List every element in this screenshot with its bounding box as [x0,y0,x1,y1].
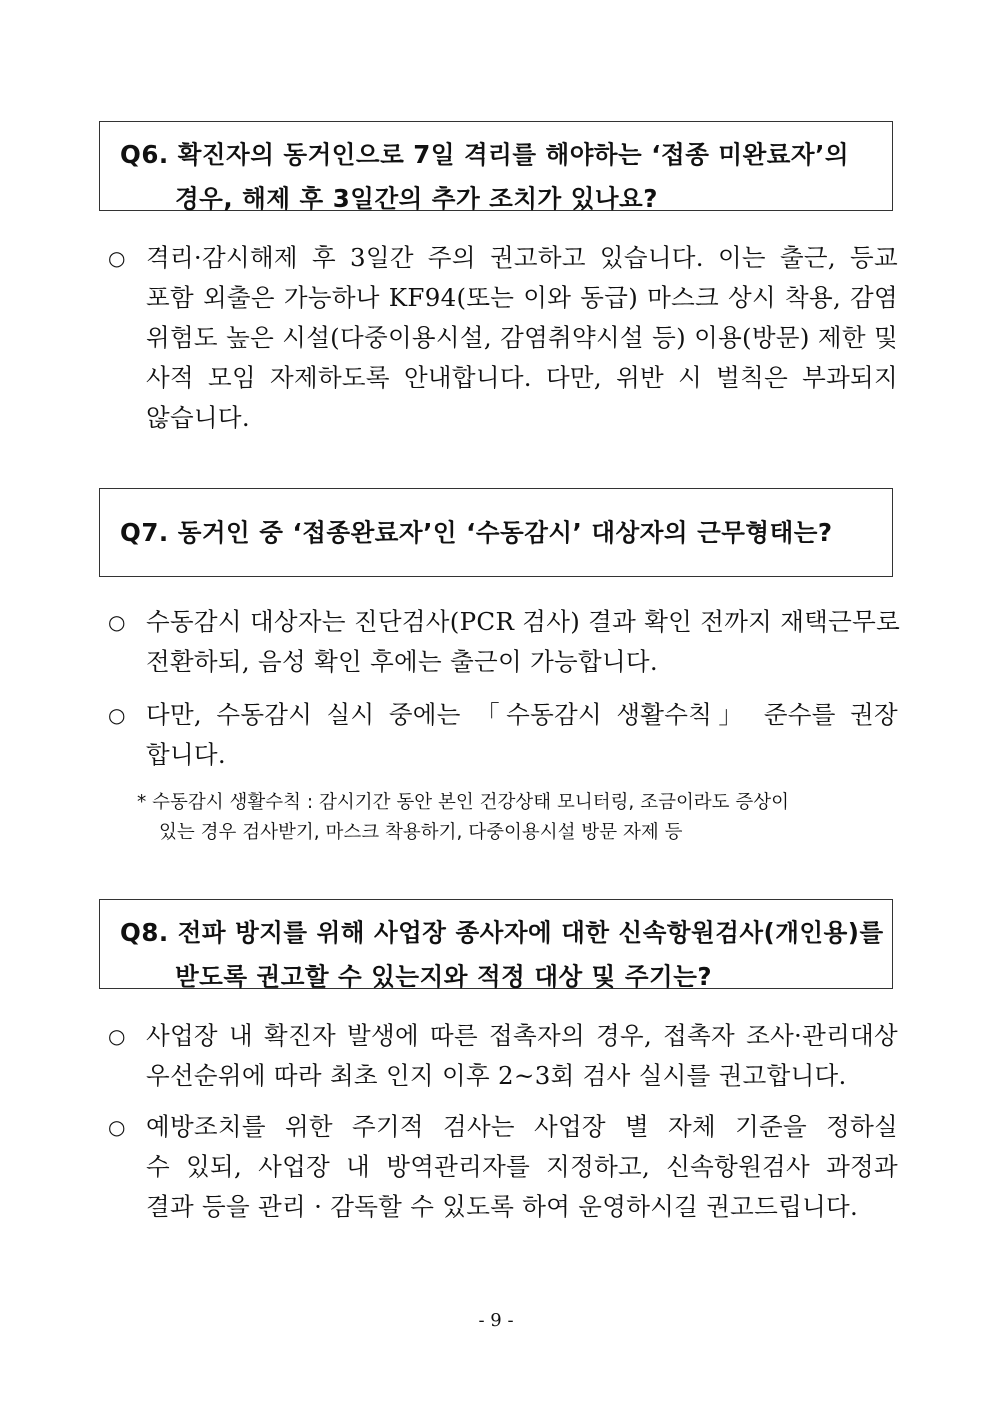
question-box-q8 [99,899,893,989]
bullet-circle-icon: ○ [108,703,126,727]
answer-line: 위험도 높은 시설(다중이용시설, 감염취약시설 등) 이용(방문) 제한 및 [146,323,898,352]
question-box-q7 [99,488,893,577]
question-q8-line1: Q8. 전파 방지를 위해 사업장 종사자에 대한 신속항원검사(개인용)를 [120,918,884,947]
answer-line: 수 있되, 사업장 내 방역관리자를 지정하고, 신속항원검사 과정과 [146,1152,898,1181]
answer-q6 [108,238,898,438]
answer-q7-1 [108,602,901,682]
answer-q7-2 [108,695,898,775]
answer-line: 사적 모임 자제하도록 안내합니다. 다만, 위반 시 벌칙은 부과되지 [146,363,898,392]
answer-line: 합니다. [146,740,226,769]
question-q6-line1: Q6. 확진자의 동거인으로 7일 격리를 해야하는 ‘접종 미완료자’의 [120,140,850,169]
answer-line: 예방조치를 위한 주기적 검사는 사업장 별 자체 기준을 정하실 [146,1112,898,1141]
answer-line: 전환하되, 음성 확인 후에는 출근이 가능합니다. [146,647,658,676]
answer-line: 않습니다. [146,403,250,432]
bullet-circle-icon: ○ [108,1024,126,1048]
bullet-circle-icon: ○ [108,1115,126,1139]
answer-q8-2 [108,1107,898,1227]
answer-line: 다만, 수동감시 실시 중에는 「수동감시 생활수칙」 준수를 권장 [146,700,898,729]
answer-line: 격리·감시해제 후 3일간 주의 권고하고 있습니다. 이는 출근, 등교 [146,243,898,272]
answer-line: 사업장 내 확진자 발생에 따른 접촉자의 경우, 접촉자 조사·관리대상 [146,1021,898,1050]
question-q7-line1: Q7. 동거인 중 ‘접종완료자’인 ‘수동감시’ 대상자의 근무형태는? [120,518,833,547]
answer-q8-1 [108,1016,898,1096]
page-number: - 9 - [478,1310,514,1331]
answer-line: 수동감시 대상자는 진단검사(PCR 검사) 결과 확인 전까지 재택근무로 [146,607,901,636]
answer-line: 우선순위에 따라 최초 인지 이후 2~3회 검사 실시를 권고합니다. [146,1061,847,1090]
bullet-circle-icon: ○ [108,246,126,270]
answer-line: 결과 등을 관리 · 감독할 수 있도록 하여 운영하시길 권고드립니다. [146,1192,859,1221]
question-q6-line2: 경우, 해제 후 3일간의 추가 조치가 있나요? [175,184,658,213]
footnote-line2: 있는 경우 검사받기, 마스크 착용하기, 다중이용시설 방문 자제 등 [159,822,683,843]
question-box-q6 [99,121,893,211]
footnote-line1: * 수동감시 생활수칙 : 감시기간 동안 본인 건강상태 모니터링, 조금이라도 증상이 [137,792,790,813]
footnote-q7 [137,788,789,848]
bullet-circle-icon: ○ [108,610,126,634]
answer-line: 포함 외출은 가능하나 KF94(또는 이와 동급) 마스크 상시 착용, 감염 [146,283,898,312]
question-q8-line2: 받도록 권고할 수 있는지와 적정 대상 및 주기는? [175,962,713,991]
